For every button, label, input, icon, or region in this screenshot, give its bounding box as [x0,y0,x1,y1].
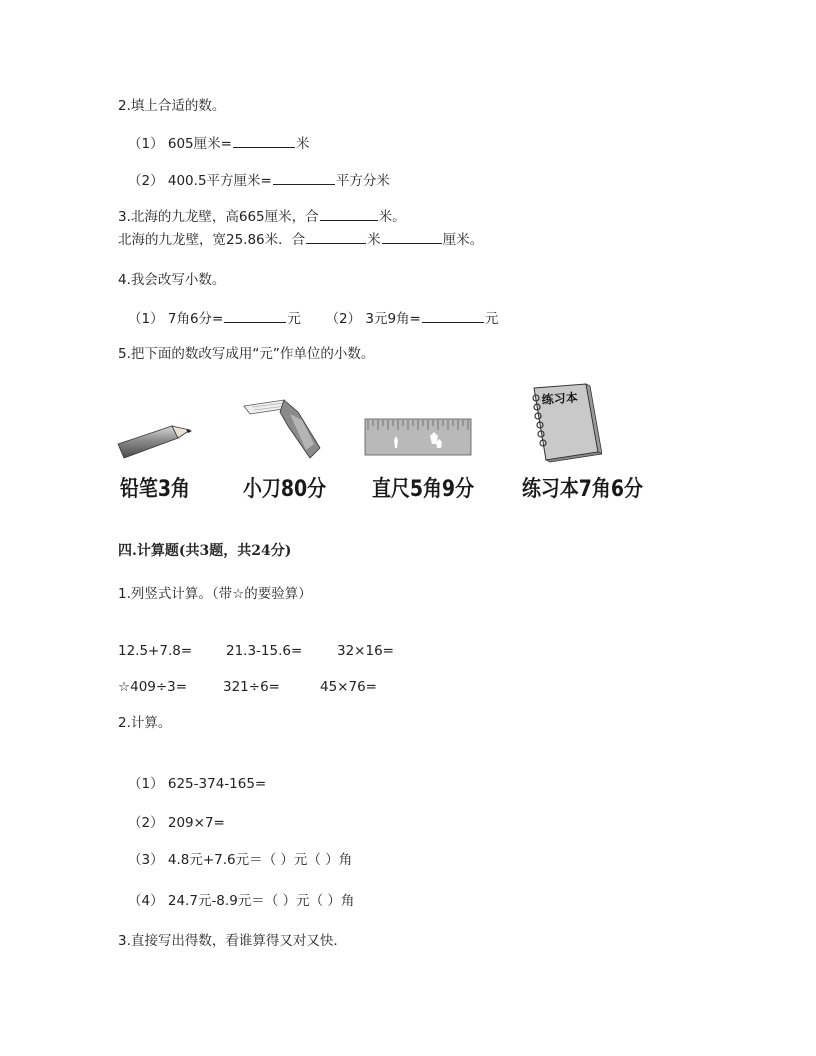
s4-q2-title: 2.计算。 [118,715,172,731]
q2-item-1 [128,133,309,154]
q3-line-1-unit: 米。 [378,209,406,225]
s4-q1-expr-4: ☆409÷3= [118,679,188,695]
ruler-icon [364,418,472,456]
q2-title: 2.填上合适的数。 [118,98,226,114]
s4-q2-item-2: （2） 209×7= [128,815,225,831]
q3-line-2-unit-2: 厘米。 [442,232,484,248]
answer-blank[interactable] [306,229,366,244]
s4-q2-item-1: （1） 625-374-165= [128,776,267,792]
answer-blank[interactable] [273,170,335,185]
q4-item-2-unit: 元 [484,311,499,327]
s4-q1-expr-3: 32×16= [337,643,394,659]
answer-blank[interactable] [320,206,378,221]
notebook-cover-text: 练习本 [541,390,579,407]
q4-items [128,308,498,329]
s4-q1-expr-6: 45×76= [320,679,377,695]
q4-title: 4.我会改写小数。 [118,272,226,288]
notebook-icon [524,382,602,464]
q4-item-1-text: （1） 7角6分= [128,311,224,327]
s4-q3-title: 3.直接写出得数，看谁算得又对又快. [118,933,338,949]
s4-q1-expr-1: 12.5+7.8= [118,643,193,659]
q3-line-1 [118,206,406,227]
q4-item-1-unit: 元 [287,311,301,327]
answer-blank[interactable] [233,133,295,148]
q2-item-2-text: （2） 400.5平方厘米= [128,173,272,189]
s4-q1-expr-2: 21.3-15.6= [226,643,303,659]
q2-item-2-unit: 平方分米 [335,173,390,189]
q2-item-1-text: （1） 605厘米= [128,136,232,152]
caption-knife: 小刀80分 [243,477,327,502]
section-heading: 四.计算题(共3题，共24分) [118,543,292,559]
q5-title: 5.把下面的数改写成用“元”作单位的小数。 [118,346,375,362]
s4-q2-item-3: （3） 4.8元+7.6元＝（ ）元（ ）角 [128,852,353,868]
q3-line-2-text: 北海的九龙壁，宽25.86米．合 [118,232,306,248]
caption-pencil: 铅笔3角 [120,477,190,502]
q3-line-2 [118,229,483,250]
caption-notebook: 练习本7角6分 [522,477,643,502]
answer-blank[interactable] [224,308,286,323]
s4-q2-item-4: （4） 24.7元-8.9元＝（ ）元（ ）角 [128,893,355,909]
answer-blank[interactable] [382,229,442,244]
knife-icon [240,398,322,462]
q3-line-1-text: 3.北海的九龙壁，高665厘米，合 [118,209,319,225]
q4-item-2-text: （2） 3元9角= [325,311,421,327]
caption-ruler: 直尺5角9分 [372,477,475,502]
s4-q1-expr-5: 321÷6= [223,679,280,695]
answer-blank[interactable] [422,308,484,323]
q2-item-2 [128,170,390,191]
s4-q1-title: 1.列竖式计算。（带☆的要验算） [118,586,312,602]
q3-line-2-unit-1: 米 [367,232,381,248]
pencil-icon [116,418,194,462]
q2-item-1-unit: 米 [295,136,310,152]
